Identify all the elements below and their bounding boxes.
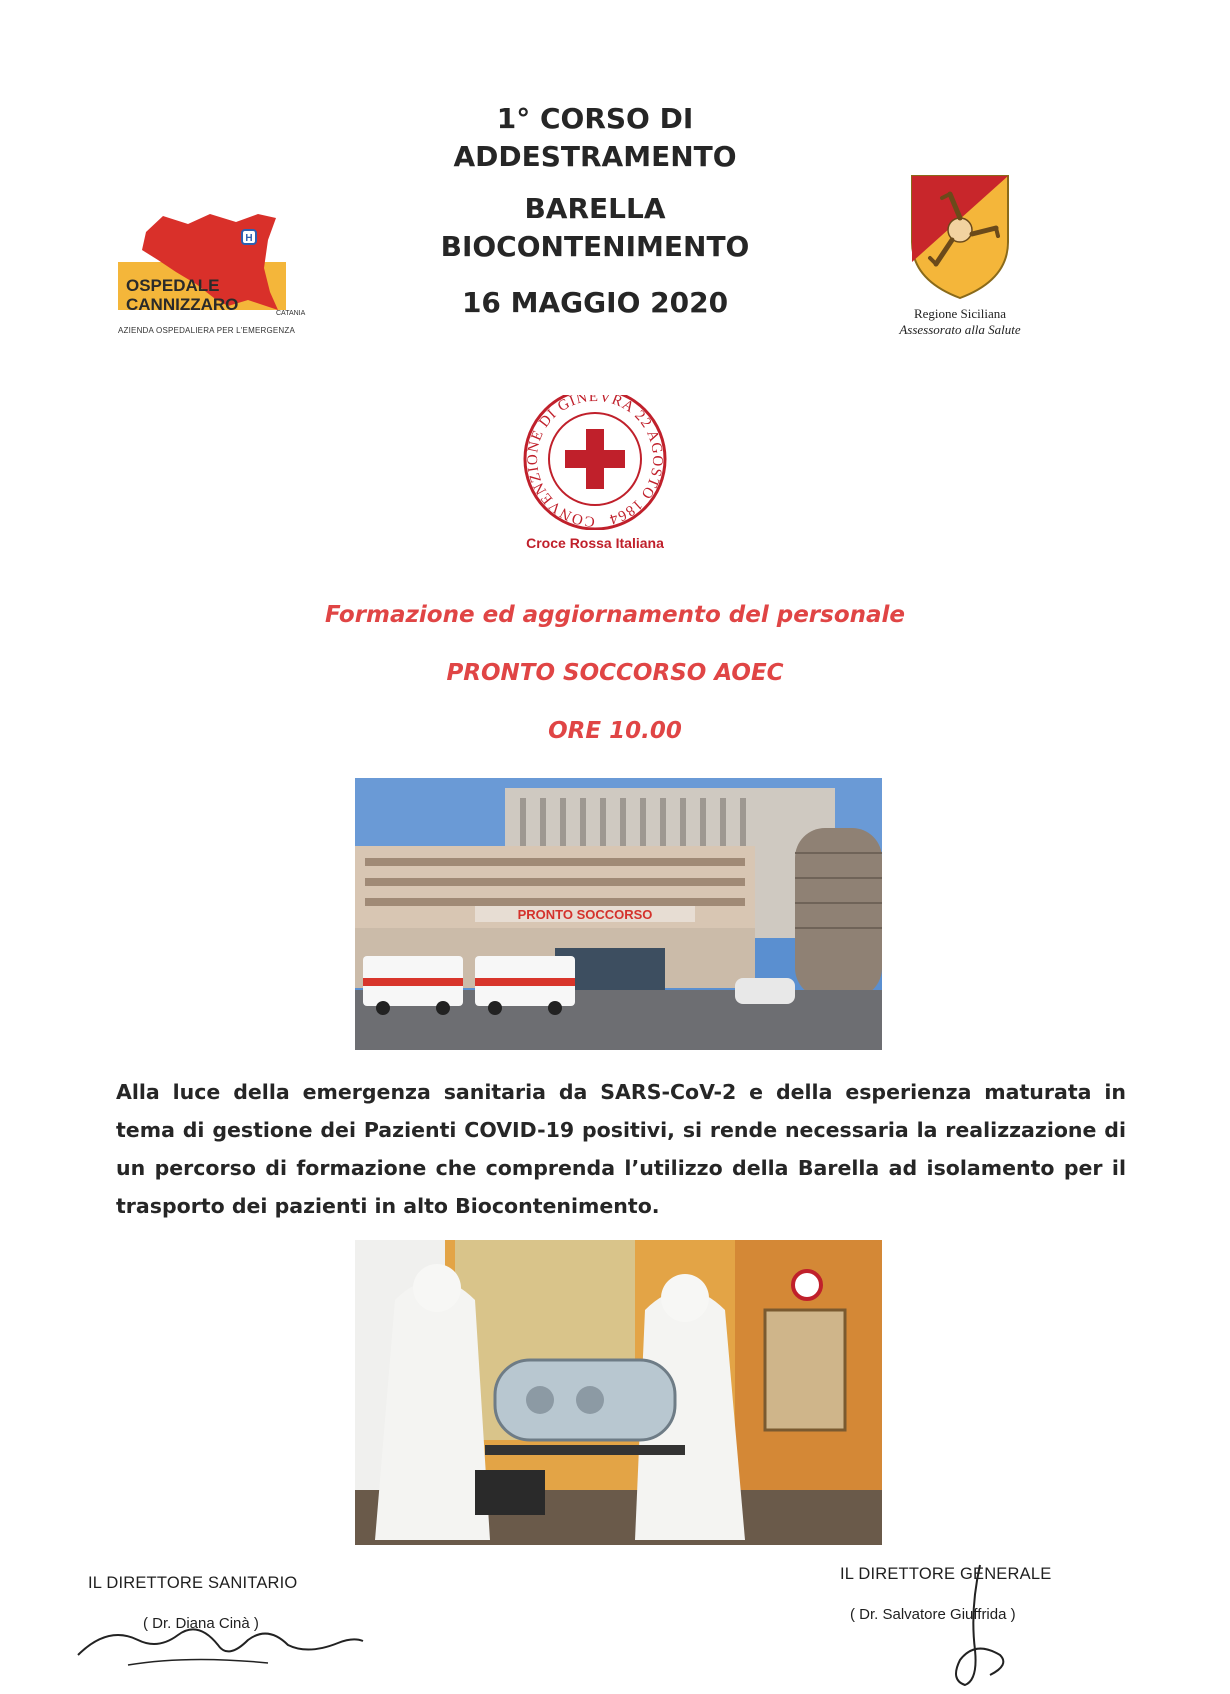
handwritten-signature-left-icon <box>68 1605 368 1675</box>
cannizzaro-city: CATANIA <box>276 310 306 317</box>
hospital-building-photo <box>355 778 882 1050</box>
ospedale-cannizzaro-logo <box>118 210 308 340</box>
biocontainment-stretcher-photo <box>355 1240 882 1545</box>
signature-role-right: IL DIRETTORE GENERALE <box>840 1565 1052 1583</box>
cri-ring-text: CONVENZIONE DI GINEVRA 22 AGOSTO 1864 <box>525 395 666 530</box>
cri-name: Croce Rossa Italiana <box>526 535 664 551</box>
title-line-3: BARELLA <box>524 192 666 225</box>
event-time: ORE 10.00 <box>548 718 682 744</box>
signature-person-right: ( Dr. Salvatore Giuffrida ) <box>850 1606 1016 1623</box>
red-cross-icon <box>490 395 700 530</box>
croce-rossa-logo <box>490 395 700 555</box>
regione-department: Assessorato alla Salute <box>899 322 1021 337</box>
event-department: PRONTO SOCCORSO AOEC <box>446 660 784 686</box>
signature-person-left: ( Dr. Diana Cinà ) <box>143 1615 259 1632</box>
title-line-4: BIOCONTENIMENTO <box>440 230 750 263</box>
pronto-soccorso-sign: PRONTO SOCCORSO <box>517 907 653 922</box>
trinacria-crest-icon <box>880 172 1040 302</box>
event-subtitle: Formazione ed aggiornamento del personale <box>324 602 906 628</box>
handwritten-signature-right-icon <box>920 1560 1040 1690</box>
regione-name: Regione Siciliana <box>913 306 1007 321</box>
cannizzaro-tagline: AZIENDA OSPEDALIERA PER L'EMERGENZA <box>118 326 296 335</box>
course-title <box>360 100 830 322</box>
course-date: 16 MAGGIO 2020 <box>461 286 729 319</box>
body-paragraph: Alla luce della emergenza sanitaria da SARS-CoV-2 e della esperienza maturata in tema di gestione dei Pazienti COVID-19 positivi, si rende necessaria la realizzazione di un percorso di formazione che comprenda l’utilizzo della Barella ad isolamento per il trasporto dei pazienti in alto Biocontenimento. <box>116 1080 1126 1218</box>
regione-siciliana-logo <box>880 172 1040 352</box>
title-line-2: ADDESTRAMENTO <box>453 140 737 173</box>
title-line-1: 1° CORSO DI <box>496 102 694 135</box>
signature-role-left: IL DIRETTORE SANITARIO <box>88 1574 298 1592</box>
event-details <box>200 600 1030 746</box>
svg-text:H: H <box>245 233 253 244</box>
cannizzaro-name: OSPEDALE CANNIZZARO <box>126 276 239 314</box>
